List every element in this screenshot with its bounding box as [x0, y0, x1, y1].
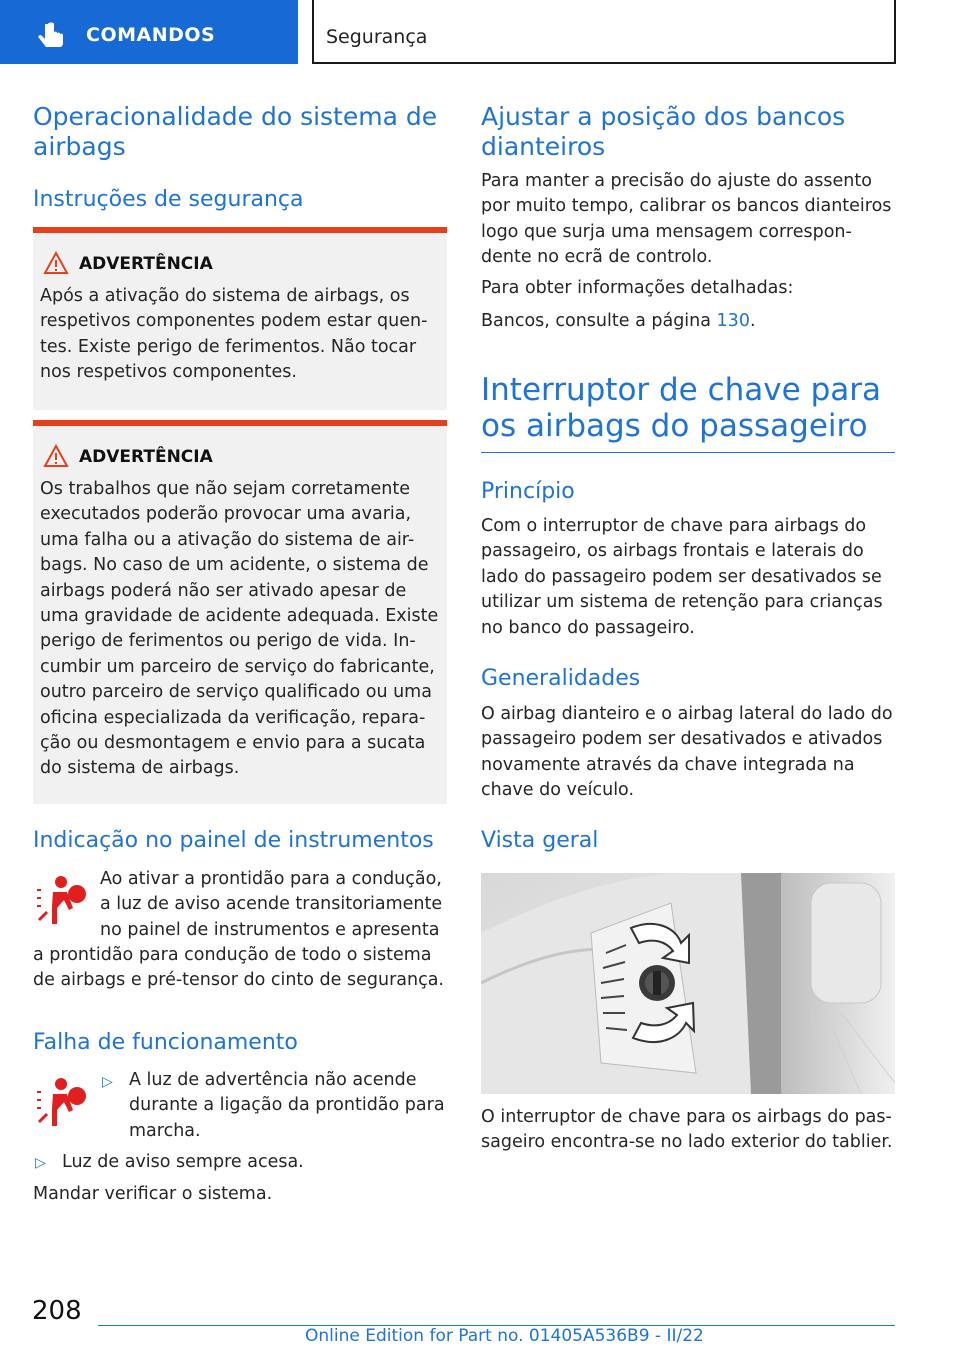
overview-caption: O interruptor de chave para os airbags do pas-sageiro encontra-se no lado exterior do tablier.: [481, 1107, 893, 1153]
chapter-title: COMANDOS: [86, 24, 216, 46]
heading-principle: Princípio: [481, 479, 575, 504]
heading-instrument-indicator: Indicação no painel de instrumentos: [33, 828, 434, 853]
heading-airbag-operation: Operacionalidade do sistema de airbags: [33, 102, 438, 161]
indicator-text-line: no painel de instrumentos e apresenta: [100, 920, 440, 940]
warning-triangle-icon: [43, 444, 69, 468]
hand-pointer-icon: [36, 22, 68, 52]
indicator-text-line: a prontidão para condução de todo o sistema: [33, 945, 432, 965]
heading-underline: [481, 452, 895, 453]
warning-box-2: [33, 420, 447, 804]
heading-key-switch: Interruptor de chave para os airbags do passageiro: [481, 372, 881, 444]
indicator-text-line: a luz de aviso acende transitoriamente: [100, 894, 443, 914]
fault-action: Mandar verificar o sistema.: [33, 1184, 273, 1204]
heading-general: Generalidades: [481, 666, 641, 691]
warning-triangle-icon: [43, 251, 69, 275]
warning-text: Após a ativação do sistema de airbags, os respetivos componentes podem estar quen-tes. Existe perigo de ferimentos. Não tocar nos respetivos componentes.: [40, 286, 428, 383]
heading-overview: Vista geral: [481, 828, 599, 853]
heading-safety-instructions: Instruções de segurança: [33, 187, 304, 212]
key-switch-photo: [481, 873, 895, 1094]
warning-label: ADVERTÊNCIA: [79, 447, 213, 467]
warning-text: Os trabalhos que não sejam corretamente executados poderão provocar uma avaria, uma falha ou a ativação do sistema de air-bags. No caso de um acidente, o sistema de airbags poderá não ser ativado apesar de uma gravidade de acidente adequada. Existe perigo de ferimentos ou perigo de vida. In-cumbir um parceiro de serviço do fabricante, outro parceiro de serviço qualificado ou uma oficina especializada da verificação, repara-ção ou desmontagem e envio para a sucata do sistema de airbags.: [40, 479, 439, 779]
seats-ref-suffix: .: [749, 311, 756, 331]
indicator-text-line: de airbags e pré-tensor do cinto de segurança.: [33, 970, 444, 990]
footer-edition: Online Edition for Part no. 01405A536B9 - II/22: [305, 1326, 704, 1346]
section-header: [312, 0, 896, 64]
seats-reference: [481, 309, 756, 334]
bullet-triangle-icon: ▷: [102, 1074, 113, 1090]
seats-ref-prefix: Bancos, consulte a página: [481, 311, 717, 331]
heading-adjust-seats: Ajustar a posição dos bancos dianteiros: [481, 102, 846, 161]
airbag-warning-light-icon: [33, 872, 89, 928]
general-text: O airbag dianteiro e o airbag lateral do lado do passageiro podem ser desativados e ativados novamente através da chave integrada na chave do veículo.: [481, 704, 893, 801]
warning-box-1: [33, 227, 447, 410]
bullet-triangle-icon: ▷: [35, 1155, 46, 1171]
seats-more: Para obter informações detalhadas:: [481, 278, 794, 298]
airbag-warning-light-icon: [33, 1074, 89, 1130]
page-number: 208: [32, 1296, 82, 1326]
principle-text: Com o interruptor de chave para airbags do passageiro, os airbags frontais e laterais do lado do passageiro podem ser desativados se utilizar um sistema de retenção para crianças no banco do passageiro.: [481, 516, 883, 638]
seats-text: Para manter a precisão do ajuste do assento por muito tempo, calibrar os bancos dianteiros logo que surja uma mensagem correspon-dente no ecrã de controlo.: [481, 171, 892, 268]
fault-item: A luz de advertência não acende durante a ligação da prontidão para marcha.: [129, 1070, 445, 1141]
section-title: Segurança: [326, 26, 428, 48]
indicator-text-line: Ao ativar a prontidão para a condução,: [100, 869, 442, 889]
heading-malfunction: Falha de funcionamento: [33, 1030, 298, 1055]
chapter-tab: [0, 0, 298, 64]
warning-label: ADVERTÊNCIA: [79, 254, 213, 274]
page-link-130[interactable]: 130: [716, 311, 750, 331]
fault-item: Luz de aviso sempre acesa.: [62, 1152, 304, 1172]
